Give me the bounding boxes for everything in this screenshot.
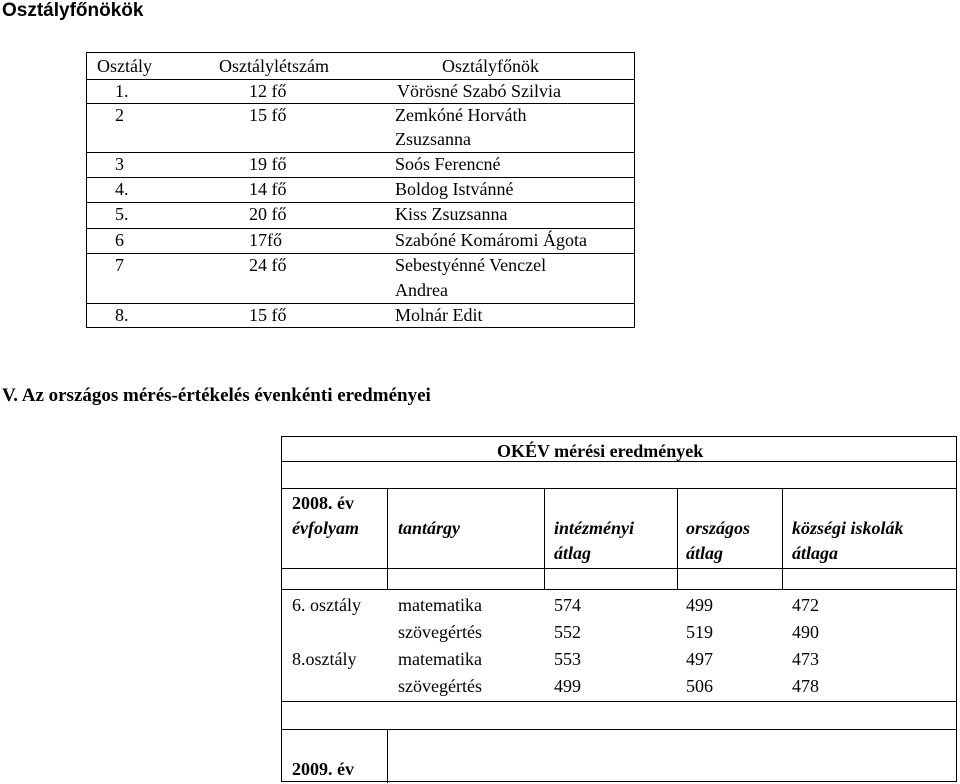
cell-evfolyam: 8.osztály: [292, 649, 357, 669]
cell-fonok: Boldog Istvánné: [395, 179, 514, 199]
cell-kozsegi: 473: [792, 649, 819, 669]
row-divider: [87, 253, 634, 254]
column-divider: [387, 729, 388, 783]
column-header-kozsegi: községi iskolák: [792, 518, 904, 538]
cell-letszam: 15 fő: [249, 105, 287, 125]
column-header-orszagos-line2: átlag: [686, 543, 724, 563]
cell-orszagos: 506: [686, 676, 713, 696]
cell-osztaly: 6: [115, 230, 124, 250]
row-divider: [87, 152, 634, 153]
cell-intezmenyi: 553: [554, 649, 581, 669]
cell-osztaly: 5.: [115, 204, 129, 224]
class-teachers-table: [86, 52, 635, 328]
cell-fonok: Szabóné Komáromi Ágota: [395, 230, 587, 250]
cell-letszam: 14 fő: [249, 179, 287, 199]
year-label-2008: 2008. év: [292, 493, 354, 513]
row-divider: [282, 701, 956, 702]
row-divider: [282, 568, 956, 569]
row-divider: [87, 177, 634, 178]
cell-fonok-line2: Zsuzsanna: [395, 129, 471, 149]
section-title-osztalyfonokok: Osztályfőnökök: [2, 0, 144, 21]
column-header-kozsegi-line2: átlaga: [792, 543, 839, 563]
okev-results-table: [281, 436, 957, 782]
cell-intezmenyi: 574: [554, 595, 581, 615]
row-divider: [282, 461, 956, 462]
cell-fonok: Soós Ferencné: [395, 154, 501, 174]
row-divider: [87, 303, 634, 304]
cell-osztaly: 1.: [115, 81, 129, 101]
cell-fonok-line2: Andrea: [395, 280, 448, 300]
cell-fonok: Kiss Zsuzsanna: [395, 204, 508, 224]
row-divider: [282, 589, 956, 590]
cell-letszam: 17fő: [249, 230, 282, 250]
cell-tantargy: matematika: [398, 595, 482, 615]
cell-letszam: 12 fő: [249, 81, 287, 101]
table-title: OKÉV mérési eredmények: [497, 441, 704, 461]
row-divider: [282, 729, 956, 730]
column-divider: [677, 488, 678, 589]
cell-orszagos: 497: [686, 649, 713, 669]
cell-evfolyam: 6. osztály: [292, 595, 361, 615]
cell-kozsegi: 478: [792, 676, 819, 696]
cell-osztaly: 7: [115, 255, 124, 275]
cell-osztaly: 4.: [115, 179, 129, 199]
cell-letszam: 24 fő: [249, 255, 287, 275]
column-header-evfolyam: évfolyam: [292, 518, 359, 538]
cell-letszam: 20 fő: [249, 204, 287, 224]
column-header-osztalyfonok: Osztályfőnök: [442, 56, 539, 76]
section-title-orszagos-meres: V. Az országos mérés-értékelés évenkénti eredményei: [2, 385, 431, 406]
column-header-intezmenyi-line2: átlag: [554, 543, 592, 563]
cell-osztaly: 2: [115, 105, 124, 125]
cell-tantargy: szövegértés: [398, 622, 482, 642]
column-header-osztalyletszam: Osztálylétszám: [219, 56, 329, 76]
cell-kozsegi: 472: [792, 595, 819, 615]
cell-fonok: Molnár Edit: [395, 305, 483, 325]
cell-orszagos: 519: [686, 622, 713, 642]
cell-osztaly: 3: [115, 154, 124, 174]
row-divider: [87, 202, 634, 203]
cell-fonok: Vörösné Szabó Szilvia: [397, 81, 561, 101]
cell-fonok: Zemkóné Horváth: [395, 105, 527, 125]
cell-letszam: 15 fő: [249, 305, 287, 325]
column-divider: [782, 488, 783, 589]
row-divider: [282, 488, 956, 489]
cell-tantargy: matematika: [398, 649, 482, 669]
cell-osztaly: 8.: [115, 305, 129, 325]
cell-orszagos: 499: [686, 595, 713, 615]
column-divider: [387, 488, 388, 589]
cell-intezmenyi: 499: [554, 676, 581, 696]
cell-intezmenyi: 552: [554, 622, 581, 642]
row-divider: [87, 103, 634, 104]
column-header-tantargy: tantárgy: [398, 518, 461, 538]
cell-kozsegi: 490: [792, 622, 819, 642]
year-label-2009: 2009. év: [292, 759, 354, 779]
column-divider: [544, 488, 545, 589]
cell-fonok: Sebestyénné Venczel: [395, 255, 547, 275]
cell-tantargy: szövegértés: [398, 676, 482, 696]
column-header-orszagos: országos: [686, 518, 751, 538]
column-header-osztaly: Osztály: [97, 56, 152, 76]
cell-letszam: 19 fő: [249, 154, 287, 174]
column-header-intezmenyi: intézményi: [554, 518, 634, 538]
